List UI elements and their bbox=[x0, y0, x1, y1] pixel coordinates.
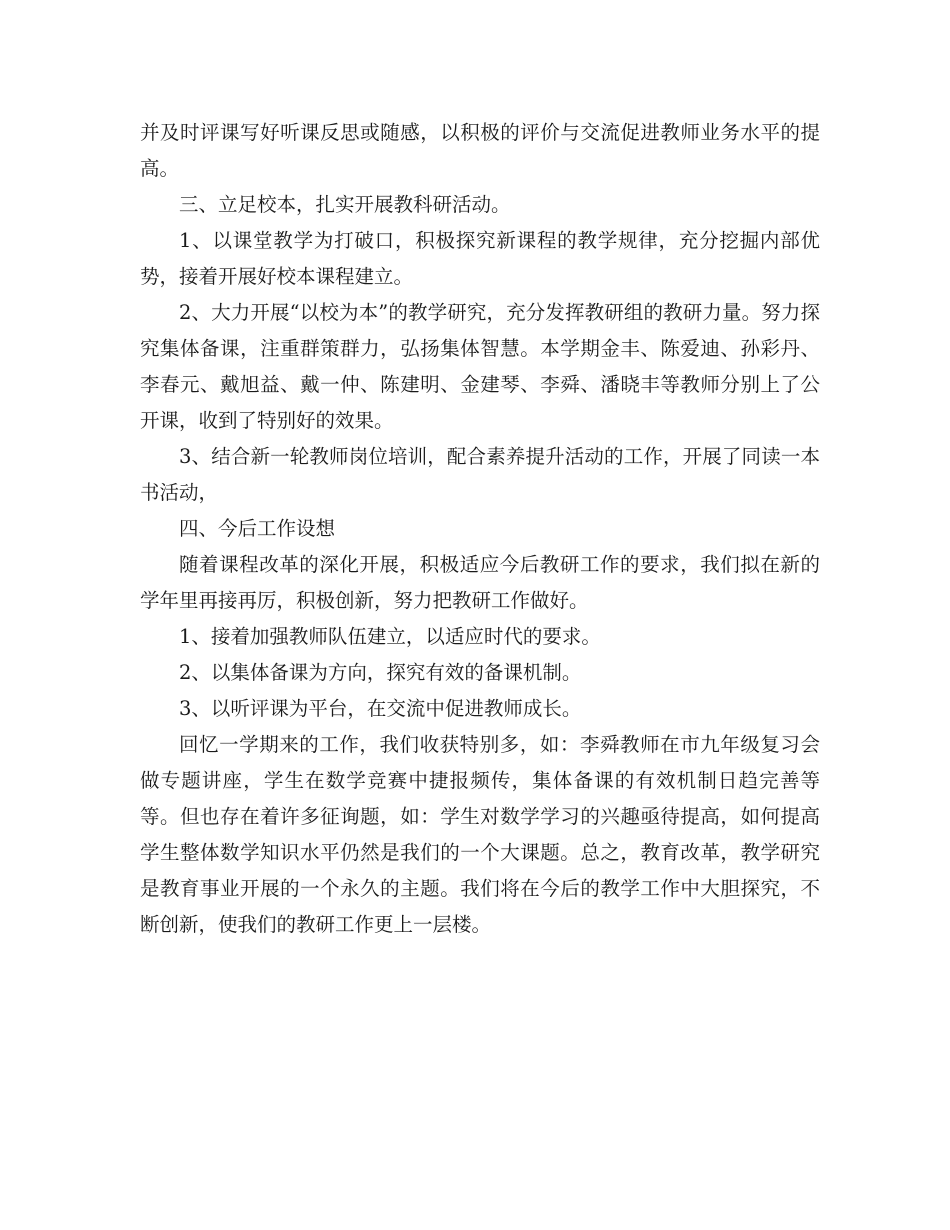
section-heading-4: 四、今后工作设想 bbox=[179, 517, 336, 540]
paragraph-item-4-2: 2、以集体备课为方向，探究有效的备课机制。 bbox=[179, 661, 582, 684]
paragraph-item-4-1: 1、接着加强教师队伍建立，以适应时代的要求。 bbox=[179, 625, 601, 648]
paragraph-item-3-3: 3、结合新一轮教师岗位培训，配合素养提升活动的工作，开展了同读一本书活动， bbox=[140, 445, 820, 504]
paragraph-item-3-2: 2、大力开展“以校为本”的教学研究，充分发挥教研组的教研力量。努力探究集体备课，注重群策群力，弘扬集体智慧。本学期金丰、陈爱迪、孙彩丹、李春元、戴旭益、戴一仲、陈建明、金建琴、李舜、潘晓丰等教师分别上了公开课，收到了特别好的效果。 bbox=[140, 301, 820, 432]
paragraph-continuation: 并及时评课写好听课反思或随感，以积极的评价与交流促进教师业务水平的提高。 bbox=[140, 121, 820, 180]
paragraph-intro-4: 随着课程改革的深化开展，积极适应今后教研工作的要求，我们拟在新的学年里再接再厉，积极创新，努力把教研工作做好。 bbox=[140, 553, 820, 612]
paragraph-item-3-1: 1、以课堂教学为打破口，积极探究新课程的教学规律，充分挖掘内部优势，接着开展好校本课程建立。 bbox=[140, 229, 820, 288]
document-body bbox=[140, 115, 820, 943]
section-heading-3: 三、立足校本，扎实开展教科研活动。 bbox=[179, 193, 511, 216]
paragraph-item-4-3: 3、以听评课为平台，在交流中促进教师成长。 bbox=[179, 697, 582, 720]
paragraph-conclusion: 回忆一学期来的工作，我们收获特别多，如：李舜教师在市九年级复习会做专题讲座，学生在数学竞赛中捷报频传，集体备课的有效机制日趋完善等等。但也存在着许多征询题，如：学生对数学学习的兴趣亟待提高，如何提高学生整体数学知识水平仍然是我们的一个大课题。总之，教育改革，教学研究是教育事业开展的一个永久的主题。我们将在今后的教学工作中大胆探究，不断创新，使我们的教研工作更上一层楼。 bbox=[140, 733, 820, 936]
